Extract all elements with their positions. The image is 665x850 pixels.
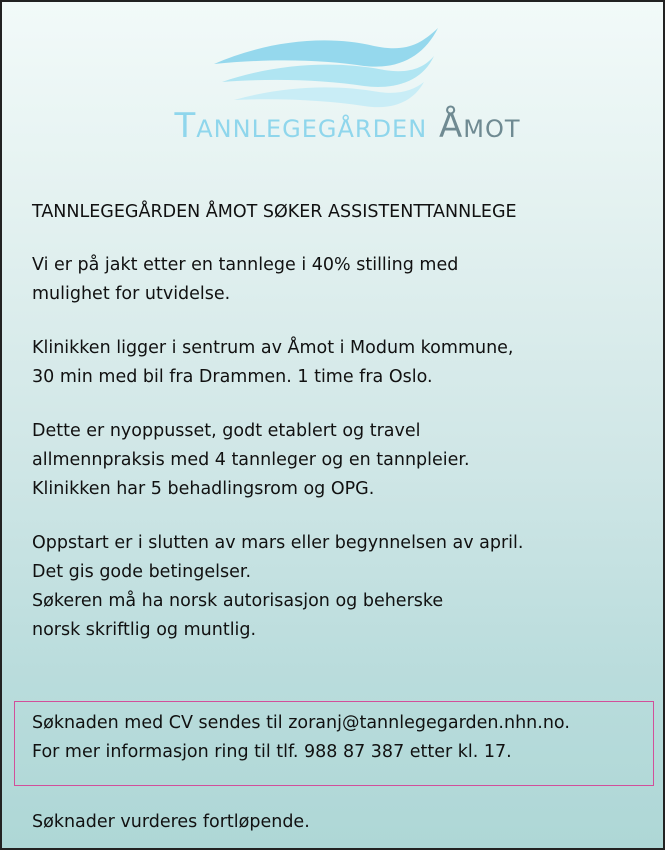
text-line: Dette er nyoppusset, godt etablert og travel bbox=[32, 421, 421, 441]
paragraph-position bbox=[32, 251, 662, 309]
contact-info bbox=[32, 709, 662, 767]
paragraph-location bbox=[32, 334, 662, 392]
contact-phone-line: For mer informasjon ring til tlf. 988 87 387 etter kl. 17. bbox=[32, 742, 512, 762]
text-line: Oppstart er i slutten av mars eller begynnelsen av april. bbox=[32, 533, 524, 553]
ad-heading: TANNLEGEGÅRDEN ÅMOT SØKER ASSISTENTTANNLEGE bbox=[32, 202, 517, 222]
text-line: Det gis gode betingelser. bbox=[32, 562, 252, 582]
contact-email-line: Søknaden med CV sendes til zoranj@tannlegegarden.nhn.no. bbox=[32, 713, 570, 733]
text-line: allmennpraksis med 4 tannleger og en tannpleier. bbox=[32, 450, 470, 470]
paragraph-requirements bbox=[32, 529, 662, 645]
text-line: Søkeren må ha norsk autorisasjon og beherske bbox=[32, 591, 444, 611]
text-line: Vi er på jakt etter en tannlege i 40% stilling med bbox=[32, 255, 459, 275]
wave-logo-icon bbox=[214, 24, 438, 110]
footer-note: Søknader vurderes fortløpende. bbox=[32, 812, 310, 832]
text-line: 30 min med bil fra Drammen. 1 time fra Oslo. bbox=[32, 367, 433, 387]
logo-title bbox=[2, 106, 663, 146]
text-line: Klinikken ligger i sentrum av Åmot i Modum kommune, bbox=[32, 338, 514, 358]
logo-name-primary: Tannlegegården bbox=[174, 106, 439, 146]
text-line: mulighet for utvidelse. bbox=[32, 284, 231, 304]
text-line: norsk skriftlig og muntlig. bbox=[32, 620, 257, 640]
ad-body bbox=[32, 198, 662, 670]
logo-name-secondary: Åmot bbox=[438, 106, 521, 146]
paragraph-clinic bbox=[32, 417, 662, 504]
text-line: Klinikken har 5 behadlingsrom og OPG. bbox=[32, 479, 375, 499]
